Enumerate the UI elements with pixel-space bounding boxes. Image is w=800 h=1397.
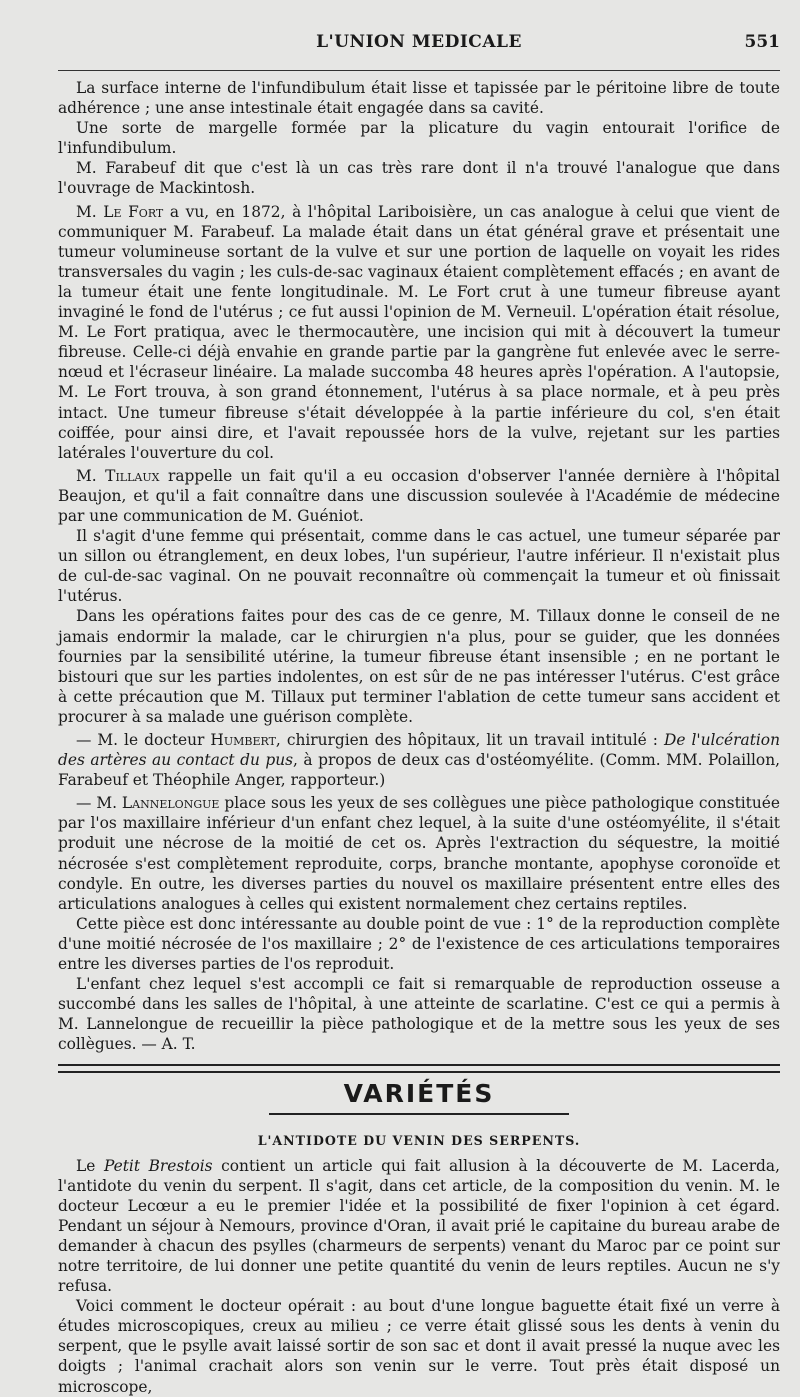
page-body xyxy=(58,78,780,1397)
paragraph xyxy=(58,793,780,914)
work-title: De l'ulcération des artères au contact du pus xyxy=(58,731,780,770)
section-title: VARIÉTÉS xyxy=(343,1078,495,1108)
speaker-name: Lannelongue xyxy=(121,794,220,813)
paragraph: Cette pièce est donc intéressante au double point de vue : 1° de la reproduction complète d'une moitié nécrosée de l'os maxillaire ; 2° de l'existence de ces articulations temporaires entre les diverses parties de l'os reproduit. xyxy=(58,914,780,974)
paragraph-text: a vu, en 1872, à l'hôpital Lariboisière, un cas analogue à celui que vient de communiquer M. Farabeuf. La malade était dans un état général grave et présentait une tumeur volumineuse sortant de la vulve et sur une portion de laquelle on voyait les rides transversales du vagin ; les culs-de-sac vaginaux étaient complètement effacés ; en avant de la tumeur était une fente longitudinale. M. Le Fort crut à une tumeur fibreuse ayant invaginé le fond de l'utérus ; ce fut aussi l'opinion de M. Verneuil. L'opération était résolue, M. Le Fort pratiqua, avec le thermocautère, une incision qui mit à découvert la tumeur fibreuse. Celle-ci déjà envahie en grande partie par la gangrène fut enlevée avec le serre-nœud et l'écraseur linéaire. La malade succomba 48 heures après l'opération. A l'autopsie, M. Le Fort trouva, à son grand étonnement, l'utérus à sa place normale, et à peu près intact. Une tumeur fibreuse s'était développée à la partie inférieure du col, s'en était coiffée, pour ainsi dire, et l'avait repoussée hors de la vulve, rejetant sur les parties latérales l'ouverture du col. xyxy=(58,202,780,462)
paragraph: Dans les opérations faites pour des cas de ce genre, M. Tillaux donne le conseil de ne jamais endormir la malade, car le chirurgien n'a plus, pour se guider, que les données fournies par la sensibilité utérine, la tumeur fibreuse étant insensible ; en ne portant le bistouri que sur les parties indolentes, on est sûr de ne pas intéresser l'utérus. C'est grâce à cette précaution que M. Tillaux put terminer l'ablation de cette tumeur sans accident et procurer à sa malade une guérison complète. xyxy=(58,607,780,726)
section-title-rule xyxy=(269,1113,569,1115)
paragraph: L'enfant chez lequel s'est accompli ce fait si remarquable de reproduction osseuse a succombé dans les salles de l'hôpital, à une atteinte de scarlatine. C'est ce qui a permis à M. Lannelongue de recueillir la pièce pathologique et de la mettre sous les yeux de ses collègues. — A. T. xyxy=(58,975,780,1054)
paragraph xyxy=(58,1156,780,1297)
paragraph-text: — M. xyxy=(76,794,117,813)
paragraph-text: rappelle un fait qu'il a eu occasion d'observer l'année dernière à l'hôpital Beaujon, et qu'il a fait connaître dans une discussion soulevée à l'Académie de médecine par une communication de M. Guéniot. xyxy=(58,466,780,525)
paragraph xyxy=(58,730,780,790)
paragraph: Une sorte de margelle formée par la plicature du vagin entourait l'orifice de l'infundibulum. xyxy=(58,119,780,158)
paragraph-text: — M. le docteur xyxy=(76,731,205,749)
paragraph-text: contient un article qui fait allusion à la découverte de M. Lacerda, l'antidote du venin du serpent. Il s'agit, dans cet article, de la composition du venin. M. le docteur Lecœur a eu le premier l'idée et la possibilité de fixer l'opinion à cet égard. Pendant un séjour à Nemours, province d'Oran, il avait prié le capitaine du bureau arabe de demander à chacun des psylles (charmeurs de serpents) venant du Maroc par ce point sur notre territoire, de lui donner une petite quantité du venin de leurs reptiles. Aucun ne s'y refusa. xyxy=(58,1156,780,1296)
speaker-name: M. Le Fort xyxy=(76,202,164,221)
paragraph: Voici comment le docteur opérait : au bout d'une longue baguette était fixé un verre à études microscopiques, creux au milieu ; ce verre était glissé sous les dents à venin du serpent, que le psylle avait laissé sortir de son sac et dont il avait pressé la nuque avec les doigts ; l'animal crachait alors son venin sur le verre. Tout près était disposé un microscope, xyxy=(58,1297,780,1396)
running-title: L'UNION MEDICALE xyxy=(316,32,522,52)
paragraph: M. Farabeuf dit que c'est là un cas très rare dont il n'a trouvé l'analogue que dans l'ouvrage de Mackintosh. xyxy=(58,159,780,198)
paragraph-text: place sous les yeux de ses collègues une pièce pathologique constituée par l'os maxillaire inférieur d'un enfant chez lequel, à la suite d'une ostéomyélite, il s'était produit une nécrose de la moitié de cet os. Après l'extraction du séquestre, la moitié nécrosée s'est complètement reproduite, corps, branche montante, apophyse coronoïde et condyle. En outre, les diverses parties du nouvel os maxillaire présentent entre elles des articulations analogues à celles qui existent normalement chez certains reptiles. xyxy=(58,794,780,913)
page-header xyxy=(58,28,780,60)
paragraph: La surface interne de l'infundibulum était lisse et tapissée par le péritoine libre de toute adhérence ; une anse intestinale était engagée dans sa cavité. xyxy=(58,79,780,118)
paragraph-text: , à propos de deux cas d'ostéomyélite. (Comm. MM. Polaillon, Farabeuf et Théophile Anger, rapporteur.) xyxy=(58,751,780,790)
page-number: 551 xyxy=(744,32,780,52)
paragraph-text: Le xyxy=(76,1156,96,1175)
section-divider xyxy=(58,1064,780,1073)
paragraph xyxy=(58,466,780,526)
header-rule xyxy=(58,70,780,71)
speaker-name: M. Tillaux xyxy=(76,466,160,485)
paragraph xyxy=(58,202,780,463)
article-title: L'ANTIDOTE DU VENIN DES SERPENTS. xyxy=(257,1132,581,1148)
speaker-name: Humbert xyxy=(210,731,276,749)
paragraph: Il s'agit d'une femme qui présentait, comme dans le cas actuel, une tumeur séparée par un sillon ou étranglement, en deux lobes, l'un supérieur, l'autre inférieur. Il n'existait plus de cul-de-sac vaginal. On ne pouvait reconnaître où commençait la tumeur et où finissait l'utérus. xyxy=(58,527,780,606)
journal-title: Petit Brestois xyxy=(103,1156,213,1175)
paragraph-text: , chirurgien des hôpitaux, lit un travail intitulé : xyxy=(275,731,658,749)
